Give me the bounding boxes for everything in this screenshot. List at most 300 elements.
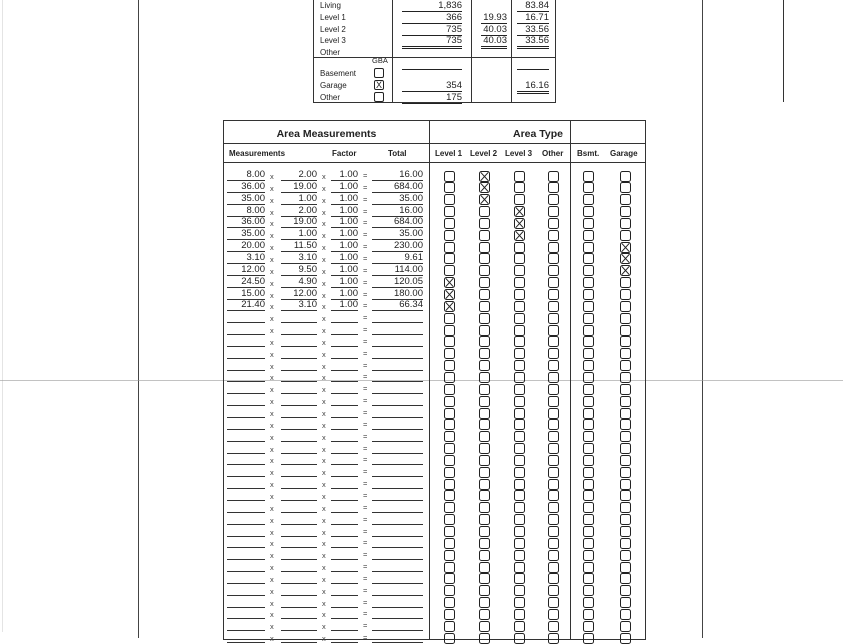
- multiply-sign: x: [322, 634, 326, 644]
- total-line: [372, 381, 423, 382]
- area-type-level3-checkbox: [514, 573, 525, 584]
- total-value: 120.05: [393, 275, 423, 287]
- total-value: 684.00: [393, 180, 423, 192]
- multiply-sign: x: [322, 598, 326, 608]
- multiply-sign: x: [270, 610, 274, 620]
- measurement-b: 3.10: [298, 299, 317, 311]
- area-type-garage-checkbox: [620, 502, 631, 513]
- total-value: 35.00: [399, 192, 423, 204]
- area-type-level1-checkbox: [444, 431, 455, 442]
- measurement-b-line: [281, 322, 317, 323]
- equals-sign: =: [363, 419, 368, 429]
- area-type-garage-checkbox: [620, 443, 631, 454]
- summary-divider: [783, 0, 784, 102]
- equals-sign: =: [363, 431, 368, 441]
- area-type-level1-checkbox: [444, 384, 455, 395]
- multiply-sign: x: [322, 491, 326, 501]
- equals-sign: =: [363, 384, 368, 394]
- measurement-b: 1.00: [298, 192, 317, 204]
- area-type-other-checkbox: [548, 443, 559, 454]
- area-type-garage-checkbox: [620, 265, 631, 276]
- total-value: 66.34: [399, 299, 423, 311]
- area-type-level3-checkbox: [514, 182, 525, 193]
- multiply-sign: x: [322, 515, 326, 525]
- area-type-bsmt-checkbox: [583, 171, 594, 182]
- total-line: [372, 310, 423, 311]
- measurement-b: 9.50: [298, 263, 317, 275]
- area-type-garage-checkbox: [620, 242, 631, 253]
- area-type-other-checkbox: [548, 550, 559, 561]
- area-type-garage-checkbox: [620, 253, 631, 264]
- multiply-sign: x: [270, 278, 274, 288]
- measurement-a-line: [227, 346, 265, 347]
- total-line: [372, 630, 423, 631]
- area-type-level1-checkbox: [444, 562, 455, 573]
- summary-row-total: 33.56: [517, 36, 549, 47]
- area-type-level2-checkbox: [479, 396, 490, 407]
- multiply-sign: x: [270, 503, 274, 513]
- measurement-a-line: [227, 405, 265, 406]
- measurement-b: 12.00: [293, 287, 317, 299]
- measurement-a-line: [227, 453, 265, 454]
- area-type-bsmt-checkbox: [583, 182, 594, 193]
- summary-extra-total: 16.16: [517, 81, 549, 92]
- factor-line: [331, 607, 358, 608]
- factor-line: [331, 381, 358, 382]
- area-type-bsmt-checkbox: [583, 348, 594, 359]
- area-type-other-checkbox: [548, 194, 559, 205]
- multiply-sign: x: [322, 420, 326, 430]
- equals-sign: =: [363, 289, 368, 299]
- summary-row-pct: 19.93: [481, 13, 507, 24]
- factor-line: [331, 370, 358, 371]
- multiply-sign: x: [270, 539, 274, 549]
- factor-line: [331, 334, 358, 335]
- area-type-level1-checkbox: [444, 277, 455, 288]
- area-type-level1-checkbox: [444, 573, 455, 584]
- area-type-level3-checkbox: [514, 467, 525, 478]
- area-measurements-title: Area Measurements: [276, 128, 377, 140]
- multiply-sign: x: [270, 397, 274, 407]
- area-type-level3-checkbox: [514, 443, 525, 454]
- factor-value: 1.00: [339, 169, 358, 180]
- area-type-garage-checkbox: [620, 609, 631, 620]
- measurement-b-line: [281, 393, 317, 394]
- measurement-a-line: [227, 334, 265, 335]
- multiply-sign: x: [270, 515, 274, 525]
- measurement-a-line: [227, 595, 265, 596]
- area-type-bsmt-checkbox: [583, 360, 594, 371]
- measurement-b-line: [281, 441, 317, 442]
- total-line: [372, 334, 423, 335]
- total-value: 9.61: [404, 251, 423, 263]
- area-type-level3-checkbox: [514, 408, 525, 419]
- factor-value: 1.00: [339, 216, 358, 228]
- summary-row-total: 83.84: [517, 1, 549, 12]
- measurement-b-line: [281, 464, 317, 465]
- area-type-other-checkbox: [548, 277, 559, 288]
- area-type-level2-checkbox: [479, 289, 490, 300]
- area-type-level1-checkbox: [444, 242, 455, 253]
- area-type-other-checkbox: [548, 562, 559, 573]
- col-level1: Level 1: [435, 149, 463, 158]
- measurement-b-line: [281, 310, 317, 311]
- total-line: [372, 405, 423, 406]
- factor-value: 1.00: [339, 204, 358, 216]
- area-type-level3-checkbox: [514, 289, 525, 300]
- col-total: Total: [388, 149, 407, 158]
- factor-line: [331, 310, 358, 311]
- measurement-a-line: [227, 417, 265, 418]
- total-line: [372, 464, 423, 465]
- equals-sign: =: [363, 396, 368, 406]
- summary-row-label: Level 1: [320, 12, 346, 22]
- total-line: [372, 358, 423, 359]
- equals-sign: =: [363, 538, 368, 548]
- summary-row-label: Other: [320, 48, 341, 58]
- measurement-b-line: [281, 618, 317, 619]
- equals-sign: =: [363, 467, 368, 477]
- area-type-bsmt-checkbox: [583, 277, 594, 288]
- equals-sign: =: [363, 194, 368, 204]
- summary-extra-label: Basement: [320, 69, 357, 78]
- factor-line: [331, 322, 358, 323]
- measurement-a-line: [227, 536, 265, 537]
- area-type-level2-checkbox: [479, 325, 490, 336]
- area-type-bsmt-checkbox: [583, 372, 594, 383]
- area-type-other-checkbox: [548, 431, 559, 442]
- total-line: [372, 618, 423, 619]
- area-type-level3-checkbox: [514, 514, 525, 525]
- multiply-sign: x: [322, 207, 326, 217]
- area-measurements-table: [223, 120, 646, 644]
- area-type-level2-checkbox: [479, 479, 490, 490]
- multiply-sign: x: [322, 219, 326, 229]
- summary-extra-total: [517, 69, 549, 70]
- factor-line: [331, 583, 358, 584]
- area-type-bsmt-checkbox: [583, 633, 594, 644]
- total-line: [372, 476, 423, 477]
- header-divider: [224, 162, 645, 163]
- area-type-bsmt-checkbox: [583, 550, 594, 561]
- area-type-other-checkbox: [548, 408, 559, 419]
- factor-value: 1.00: [339, 240, 358, 252]
- summary-divider: [471, 0, 472, 102]
- multiply-sign: x: [270, 574, 274, 584]
- area-type-level1-checkbox: [444, 301, 455, 312]
- multiply-sign: x: [270, 409, 274, 418]
- measurement-a: 15.00: [241, 287, 265, 299]
- measurement-a-line: [227, 310, 265, 311]
- multiply-sign: x: [270, 420, 274, 430]
- area-type-bsmt-checkbox: [583, 194, 594, 205]
- measurement-a-line: [227, 476, 265, 477]
- measurement-b: 2.00: [298, 204, 317, 216]
- multiply-sign: x: [270, 480, 274, 490]
- measurement-b-line: [281, 358, 317, 359]
- factor-line: [331, 630, 358, 631]
- scan-edge-mark: [2, 0, 3, 632]
- area-type-garage-checkbox: [620, 194, 631, 205]
- area-type-garage-checkbox: [620, 573, 631, 584]
- area-type-garage-checkbox: [620, 348, 631, 359]
- area-type-other-checkbox: [548, 526, 559, 537]
- factor-line: [331, 417, 358, 418]
- area-type-bsmt-checkbox: [583, 455, 594, 466]
- area-type-level2-checkbox: [479, 360, 490, 371]
- area-type-bsmt-checkbox: [583, 609, 594, 620]
- area-type-level3-checkbox: [514, 490, 525, 501]
- area-type-level3-checkbox: [514, 230, 525, 241]
- multiply-sign: x: [270, 385, 274, 395]
- col-factor: Factor: [332, 149, 357, 158]
- measurement-a-line: [227, 381, 265, 382]
- col-measurements: Measurements: [229, 149, 286, 158]
- area-type-other-checkbox: [548, 597, 559, 608]
- multiply-sign: x: [270, 373, 274, 383]
- equals-sign: =: [363, 455, 368, 465]
- area-type-bsmt-checkbox: [583, 585, 594, 596]
- area-type-level3-checkbox: [514, 301, 525, 312]
- area-type-other-checkbox: [548, 242, 559, 253]
- area-type-bsmt-checkbox: [583, 301, 594, 312]
- equals-sign: =: [363, 348, 368, 358]
- equals-sign: =: [363, 206, 368, 216]
- multiply-sign: x: [322, 610, 326, 620]
- multiply-sign: x: [322, 231, 326, 241]
- total-line: [372, 559, 423, 560]
- equals-sign: =: [363, 171, 368, 180]
- area-type-level2-checkbox: [479, 230, 490, 241]
- area-type-garage-checkbox: [620, 621, 631, 632]
- measurement-b: 3.10: [298, 251, 317, 263]
- area-type-level2-checkbox: [479, 526, 490, 537]
- total-line: [372, 512, 423, 513]
- summary-divider: [314, 57, 555, 58]
- total-line: [372, 595, 423, 596]
- area-type-level1-checkbox: [444, 182, 455, 193]
- equals-sign: =: [363, 585, 368, 595]
- multiply-sign: x: [322, 349, 326, 359]
- area-type-garage-checkbox: [620, 206, 631, 217]
- summary-row-pct: 40.03: [481, 25, 507, 36]
- multiply-sign: x: [322, 480, 326, 490]
- area-type-other-checkbox: [548, 313, 559, 324]
- area-type-other-checkbox: [548, 490, 559, 501]
- area-type-other-checkbox: [548, 253, 559, 264]
- factor-line: [331, 524, 358, 525]
- measurement-a-line: [227, 464, 265, 465]
- summary-row-area: 735: [402, 36, 462, 47]
- factor-line: [331, 618, 358, 619]
- area-type-level2-checkbox: [479, 253, 490, 264]
- equals-sign: =: [363, 253, 368, 263]
- measurement-b: 19.00: [293, 180, 317, 192]
- equals-sign: =: [363, 621, 368, 631]
- area-type-bsmt-checkbox: [583, 443, 594, 454]
- multiply-sign: x: [322, 337, 326, 347]
- checked-box: X: [375, 79, 382, 90]
- area-type-level1-checkbox: [444, 502, 455, 513]
- summary-extra-area: 175: [402, 93, 462, 104]
- factor-line: [331, 547, 358, 548]
- equals-sign: =: [363, 526, 368, 536]
- area-type-other-checkbox: [548, 502, 559, 513]
- total-line: [372, 488, 423, 489]
- factor-line: [331, 571, 358, 572]
- measurement-b-line: [281, 595, 317, 596]
- multiply-sign: x: [270, 266, 274, 276]
- area-type-level2-checkbox: [479, 633, 490, 644]
- summary-divider: [511, 0, 512, 102]
- area-type-bsmt-checkbox: [583, 479, 594, 490]
- checkbox: [374, 92, 384, 102]
- area-type-bsmt-checkbox: [583, 408, 594, 419]
- area-type-level3-checkbox: [514, 633, 525, 644]
- area-type-level1-checkbox: [444, 325, 455, 336]
- multiply-sign: x: [322, 385, 326, 395]
- measurement-a: 20.00: [241, 240, 265, 252]
- multiply-sign: x: [322, 527, 326, 537]
- multiply-sign: x: [270, 172, 274, 181]
- area-type-garage-checkbox: [620, 336, 631, 347]
- multiply-sign: x: [322, 503, 326, 513]
- multiply-sign: x: [270, 586, 274, 596]
- area-type-bsmt-checkbox: [583, 502, 594, 513]
- area-type-garage-checkbox: [620, 277, 631, 288]
- area-type-level2-checkbox: [479, 265, 490, 276]
- area-type-level2-checkbox: [479, 182, 490, 193]
- area-type-bsmt-checkbox: [583, 313, 594, 324]
- multiply-sign: x: [322, 361, 326, 371]
- area-type-bsmt-checkbox: [583, 336, 594, 347]
- measurement-b: 1.00: [298, 228, 317, 240]
- summary-row-total: 16.71: [517, 13, 549, 24]
- area-type-level3-checkbox: [514, 206, 525, 217]
- measurement-b-line: [281, 630, 317, 631]
- multiply-sign: x: [270, 432, 274, 442]
- area-type-level2-checkbox: [479, 490, 490, 501]
- measurement-b-line: [281, 476, 317, 477]
- area-type-level2-checkbox: [479, 514, 490, 525]
- area-type-level1-checkbox: [444, 372, 455, 383]
- equals-sign: =: [363, 277, 368, 287]
- factor-value: 1.00: [339, 192, 358, 204]
- area-type-bsmt-checkbox: [583, 242, 594, 253]
- multiply-sign: x: [270, 491, 274, 501]
- multiply-sign: x: [270, 290, 274, 300]
- area-type-level3-checkbox: [514, 171, 525, 182]
- area-type-other-checkbox: [548, 633, 559, 644]
- multiply-sign: x: [270, 361, 274, 371]
- multiply-sign: x: [322, 266, 326, 276]
- multiply-sign: x: [322, 444, 326, 454]
- multiply-sign: x: [322, 373, 326, 383]
- multiply-sign: x: [322, 195, 326, 205]
- area-type-level1-checkbox: [444, 621, 455, 632]
- area-type-garage-checkbox: [620, 171, 631, 182]
- multiply-sign: x: [322, 586, 326, 596]
- measurement-a-line: [227, 370, 265, 371]
- area-type-level2-checkbox: [479, 443, 490, 454]
- multiply-sign: x: [270, 314, 274, 324]
- measurement-b-line: [281, 453, 317, 454]
- area-type-level3-checkbox: [514, 325, 525, 336]
- measurement-a-line: [227, 500, 265, 501]
- multiply-sign: x: [270, 219, 274, 229]
- total-line: [372, 441, 423, 442]
- header-divider: [224, 143, 645, 144]
- area-type-level1-checkbox: [444, 206, 455, 217]
- multiply-sign: x: [270, 456, 274, 466]
- area-type-garage-checkbox: [620, 562, 631, 573]
- multiply-sign: x: [322, 254, 326, 264]
- summary-row-area: 735: [402, 25, 462, 36]
- area-type-other-checkbox: [548, 301, 559, 312]
- area-type-level1-checkbox: [444, 479, 455, 490]
- total-value: 684.00: [393, 216, 423, 228]
- area-type-level1-checkbox: [444, 348, 455, 359]
- factor-line: [331, 500, 358, 501]
- area-type-garage-checkbox: [620, 633, 631, 644]
- equals-sign: =: [363, 182, 368, 192]
- equals-sign: =: [363, 550, 368, 560]
- factor-value: 1.00: [339, 180, 358, 192]
- total-line: [372, 393, 423, 394]
- multiply-sign: x: [270, 183, 274, 193]
- factor-line: [331, 642, 358, 643]
- area-type-level1-checkbox: [444, 597, 455, 608]
- area-type-level2-checkbox: [479, 431, 490, 442]
- multiply-sign: x: [270, 337, 274, 347]
- section-divider: [570, 121, 571, 639]
- measurement-b-line: [281, 571, 317, 572]
- area-type-garage-checkbox: [620, 372, 631, 383]
- area-type-level3-checkbox: [514, 194, 525, 205]
- area-type-other-checkbox: [548, 230, 559, 241]
- summary-extra-area: 354: [402, 81, 462, 92]
- area-type-level3-checkbox: [514, 348, 525, 359]
- total-value: 114.00: [394, 263, 423, 275]
- multiply-sign: x: [270, 527, 274, 537]
- area-type-level1-checkbox: [444, 408, 455, 419]
- measurement-b-line: [281, 547, 317, 548]
- area-type-bsmt-checkbox: [583, 206, 594, 217]
- area-summary-box: [313, 0, 556, 103]
- factor-value: 1.00: [339, 275, 358, 287]
- area-type-bsmt-checkbox: [583, 325, 594, 336]
- measurement-a-line: [227, 630, 265, 631]
- area-type-bsmt-checkbox: [583, 514, 594, 525]
- area-type-garage-checkbox: [620, 396, 631, 407]
- total-value: 35.00: [399, 228, 423, 240]
- measurement-a: 36.00: [241, 216, 265, 228]
- multiply-sign: x: [270, 551, 274, 561]
- measurement-a: 36.00: [241, 180, 265, 192]
- total-value: 16.00: [399, 169, 423, 180]
- multiply-sign: x: [322, 574, 326, 584]
- equals-sign: =: [363, 230, 368, 240]
- area-type-level1-checkbox: [444, 609, 455, 620]
- area-type-other-checkbox: [548, 372, 559, 383]
- area-type-level1-checkbox: [444, 585, 455, 596]
- area-type-other-checkbox: [548, 396, 559, 407]
- multiply-sign: x: [322, 183, 326, 193]
- total-line: [372, 322, 423, 323]
- multiply-sign: x: [322, 563, 326, 573]
- area-type-level1-checkbox: [444, 253, 455, 264]
- area-type-level2-checkbox: [479, 372, 490, 383]
